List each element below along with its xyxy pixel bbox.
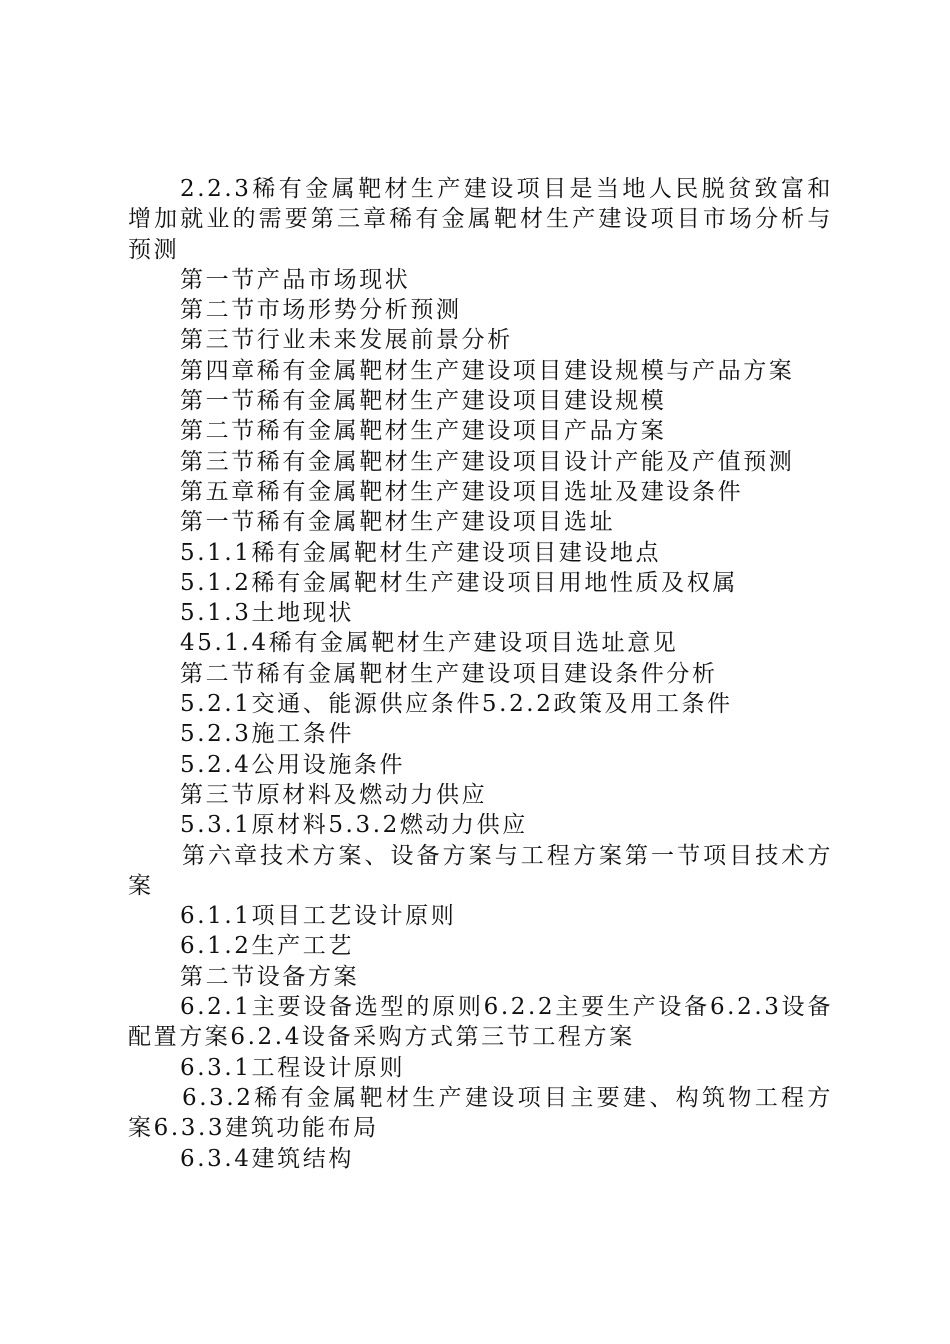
toc-entry: 第三节行业未来发展前景分析 <box>180 327 513 354</box>
toc-entry: 第二节设备方案 <box>180 963 360 990</box>
toc-entry: 6.3.1工程设计原则 <box>180 1054 406 1081</box>
toc-entry: 6.1.1项目工艺设计原则 <box>180 903 457 930</box>
toc-entry: 第二节稀有金属靶材生产建设项目产品方案 <box>180 418 667 445</box>
toc-entry: 第一节稀有金属靶材生产建设项目选址 <box>180 509 616 536</box>
paragraph-2-2-3: 2.2.3稀有金属靶材生产建设项目是当地人民脱贫致富和增加就业的需要第三章稀有金属靶材生产建设项目市场分析与预测 <box>128 176 833 263</box>
toc-entry: 5.1.2稀有金属靶材生产建设项目用地性质及权属 <box>180 569 738 596</box>
chapter-heading: 第五章稀有金属靶材生产建设项目选址及建设条件 <box>180 478 744 505</box>
toc-entry: 6.1.2生产工艺 <box>180 933 354 960</box>
paragraph-6-3-2: 6.3.2稀有金属靶材生产建设项目主要建、构筑物工程方案6.3.3建筑功能布局 <box>128 1084 833 1142</box>
toc-entry: 第二节稀有金属靶材生产建设项目建设条件分析 <box>180 660 718 687</box>
toc-entry: 5.2.1交通、能源供应条件5.2.2政策及用工条件 <box>180 691 733 718</box>
toc-entry: 5.1.1稀有金属靶材生产建设项目建设地点 <box>180 539 662 566</box>
toc-entry: 5.3.1原材料5.3.2燃动力供应 <box>180 812 528 839</box>
toc-entry: 45.1.4稀有金属靶材生产建设项目选址意见 <box>180 630 679 657</box>
toc-entry: 第一节稀有金属靶材生产建设项目建设规模 <box>180 388 667 415</box>
toc-entry: 第一节产品市场现状 <box>180 266 411 293</box>
document-body <box>128 174 833 1174</box>
toc-entry: 5.2.3施工条件 <box>180 721 354 748</box>
chapter-heading: 第四章稀有金属靶材生产建设项目建设规模与产品方案 <box>180 357 795 384</box>
paragraph-6-2: 6.2.1主要设备选型的原则6.2.2主要生产设备6.2.3设备配置方案6.2.4设备采购方式第三节工程方案 <box>128 994 833 1051</box>
toc-entry: 第三节稀有金属靶材生产建设项目设计产能及产值预测 <box>180 448 795 475</box>
toc-entry: 5.2.4公用设施条件 <box>180 751 406 778</box>
toc-entry: 第三节原材料及燃动力供应 <box>180 781 488 808</box>
toc-entry: 6.3.4建筑结构 <box>180 1145 354 1172</box>
toc-entry: 5.1.3土地现状 <box>180 600 354 627</box>
chapter-heading: 第六章技术方案、设备方案与工程方案第一节项目技术方案 <box>128 842 833 899</box>
toc-entry: 第二节市场形势分析预测 <box>180 297 462 324</box>
